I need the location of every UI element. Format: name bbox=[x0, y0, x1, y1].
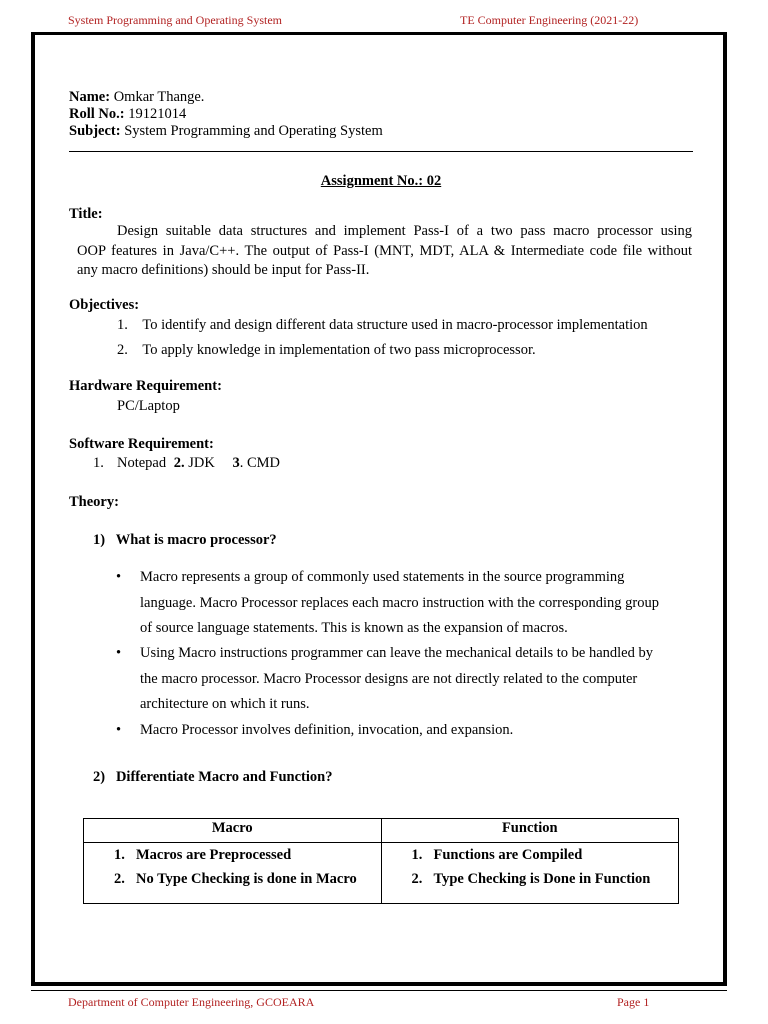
question-1: 1) What is macro processor? bbox=[93, 532, 277, 548]
software-list bbox=[93, 454, 280, 472]
page-border-bottom-line bbox=[31, 990, 727, 991]
horizontal-rule bbox=[69, 151, 693, 152]
subject-label: Subject: bbox=[69, 123, 121, 139]
bullet-line: Macro Processor involves definition, invocation, and expansion. bbox=[140, 722, 514, 738]
row-number: 1. bbox=[411, 847, 423, 863]
row-number: 1. bbox=[114, 847, 125, 863]
software-number: 3 bbox=[232, 455, 240, 471]
assignment-number: Assignment No.: 02 bbox=[320, 173, 442, 189]
hardware-heading: Hardware Requirement: bbox=[69, 378, 222, 394]
header-left: System Programming and Operating System bbox=[68, 13, 282, 27]
hardware-value: PC/Laptop bbox=[117, 398, 180, 414]
software-number: 2. bbox=[173, 455, 185, 471]
software-item: . CMD bbox=[239, 455, 281, 471]
software-item: JDK bbox=[188, 455, 215, 471]
name-value: Omkar Thange. bbox=[113, 89, 205, 105]
title-line-1: Design suitable data structures and implement Pass-I of a two pass macro processor using bbox=[117, 223, 692, 239]
row-number: 2. bbox=[411, 871, 423, 887]
name-label: Name: bbox=[69, 89, 111, 105]
table-header-macro: Macro bbox=[84, 819, 382, 843]
subject-value: System Programming and Operating System bbox=[124, 123, 383, 139]
software-number: 1. bbox=[93, 455, 104, 471]
bullet-line: language. Macro Processor replaces each macro instruction with the corresponding group bbox=[140, 595, 660, 611]
footer-left: Department of Computer Engineering, GCOEARA bbox=[68, 995, 315, 1009]
cell-text: Type Checking is Done in Function bbox=[433, 871, 651, 887]
roll-line bbox=[69, 105, 186, 123]
name-line bbox=[69, 88, 204, 106]
header-right: TE Computer Engineering (2021-22) bbox=[460, 13, 639, 27]
comparison-table bbox=[83, 818, 679, 904]
title-line-2: OOP features in Java/C++. The output of Pass-I (MNT, MDT, ALA & Intermediate code file without bbox=[77, 243, 692, 259]
bullet-line: of source language statements. This is known as the expansion of macros. bbox=[140, 620, 568, 636]
question-2: 2) Differentiate Macro and Function? bbox=[93, 769, 333, 785]
bullet-line: Macro represents a group of commonly used statements in the source programming bbox=[140, 569, 625, 585]
table-row bbox=[84, 843, 679, 904]
roll-label: Roll No.: bbox=[69, 106, 125, 122]
objective-text: To identify and design different data structure used in macro-processor implementation bbox=[142, 317, 648, 333]
software-heading: Software Requirement: bbox=[69, 436, 214, 452]
objective-number: 2. bbox=[117, 342, 128, 358]
row-number: 2. bbox=[114, 871, 125, 887]
objectives-heading: Objectives: bbox=[69, 297, 140, 313]
table-line bbox=[92, 867, 373, 891]
table-line bbox=[390, 867, 671, 891]
bullet-icon: • bbox=[116, 722, 122, 738]
table-cell-function bbox=[381, 843, 679, 904]
title-heading: Title: bbox=[69, 206, 103, 222]
roll-value: 19121014 bbox=[128, 106, 187, 122]
footer-page-number: Page 1 bbox=[617, 995, 650, 1009]
bullet-icon: • bbox=[116, 569, 122, 585]
bullet-line: architecture on which it runs. bbox=[140, 696, 310, 712]
bullet-icon: • bbox=[116, 645, 122, 661]
cell-text: Macros are Preprocessed bbox=[136, 847, 292, 863]
objective-number: 1. bbox=[117, 317, 128, 333]
cell-text: Functions are Compiled bbox=[433, 847, 583, 863]
table-line bbox=[390, 843, 671, 867]
title-line-3: any macro definitions) should be input for Pass-II. bbox=[77, 262, 370, 278]
objective-item bbox=[117, 341, 536, 359]
cell-text: No Type Checking is done in Macro bbox=[136, 871, 357, 887]
objective-item bbox=[117, 316, 648, 334]
table-header-function: Function bbox=[381, 819, 679, 843]
theory-heading: Theory: bbox=[69, 494, 119, 510]
table-header-row bbox=[84, 819, 679, 843]
software-item: Notepad bbox=[117, 455, 167, 471]
table-line bbox=[92, 843, 373, 867]
bullet-line: the macro processor. Macro Processor designs are not directly related to the computer bbox=[140, 671, 638, 687]
objective-text: To apply knowledge in implementation of two pass microprocessor. bbox=[142, 342, 536, 358]
subject-line bbox=[69, 122, 383, 140]
table-cell-macro bbox=[84, 843, 382, 904]
bullet-line: Using Macro instructions programmer can leave the mechanical details to be handled by bbox=[140, 645, 653, 661]
